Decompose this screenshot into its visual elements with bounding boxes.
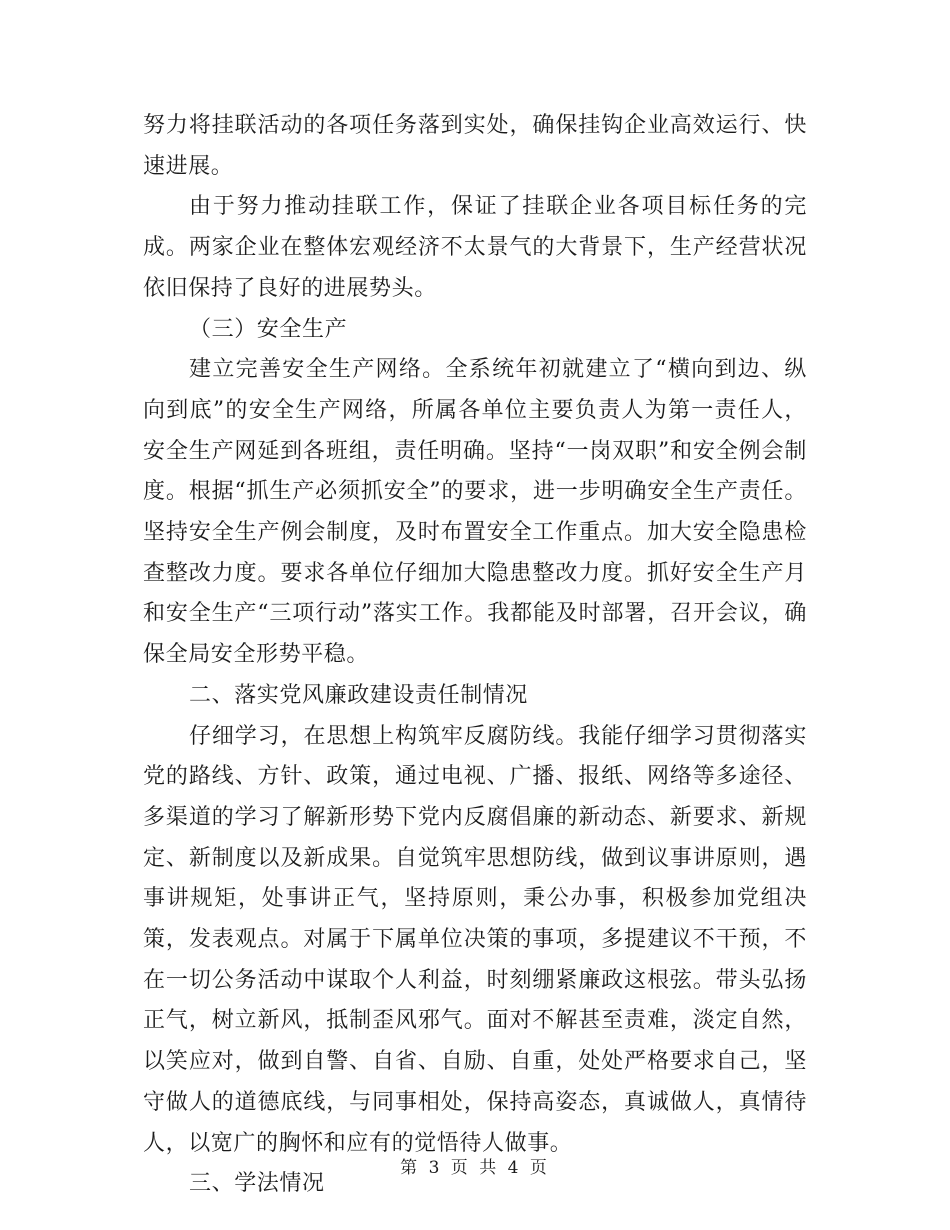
paragraph-2: 由于努力推动挂联工作，保证了挂联企业各项目标任务的完成。两家企业在整体宏观经济不太景气的大背景下，生产经营状况依旧保持了良好的进展势头。 [143, 194, 807, 301]
document-body [143, 106, 807, 1205]
section-heading-law-study: 三、学法情况 [189, 1171, 325, 1197]
section-heading-party-conduct: 二、落实党风廉政建设责任制情况 [189, 682, 529, 708]
page-number-text: 第 3 页 共 4 页 [400, 1158, 550, 1178]
paragraph-1: 努力将挂联活动的各项任务落到实处，确保挂钩企业高效运行、快速进展。 [143, 113, 807, 179]
page-footer [0, 1153, 950, 1178]
paragraph-safety-network: 建立完善安全生产网络。全系统年初就建立了“横向到边、纵向到底”的安全生产网络，所属各单位主要负责人为第一责任人，安全生产网延到各班组，责任明确。坚持“一岗双职”和安全例会制度。根据“抓生产必须抓安全”的要求，进一步明确安全生产责任。坚持安全生产例会制度，及时布置安全工作重点。加大安全隐患检查整改力度。要求各单位仔细加大隐患整改力度。抓好安全生产月和安全生产“三项行动”落实工作。我都能及时部署，召开会议，确保全局安全形势平稳。 [143, 357, 807, 668]
paragraph-anti-corruption: 仔细学习，在思想上构筑牢反腐防线。我能仔细学习贯彻落实党的路线、方针、政策，通过电视、广播、报纸、网络等多途径、多渠道的学习了解新形势下党内反腐倡廉的新动态、新要求、新规定、新制度以及新成果。自觉筑牢思想防线，做到议事讲原则，遇事讲规矩，处事讲正气，坚持原则，秉公办事，积极参加党组决策，发表观点。对属于下属单位决策的事项，多提建议不干预，不在一切公务活动中谋取个人利益，时刻绷紧廉政这根弦。带头弘扬正气，树立新风，抵制歪风邪气。面对不解甚至责难，淡定自然，以笑应对，做到自警、自省、自励、自重，处处严格要求自己，坚守做人的道德底线，与同事相处，保持高姿态，真诚做人，真情待人，以宽广的胸怀和应有的觉悟待人做事。 [143, 723, 807, 1156]
section-heading-safety: （三）安全生产 [189, 316, 348, 342]
